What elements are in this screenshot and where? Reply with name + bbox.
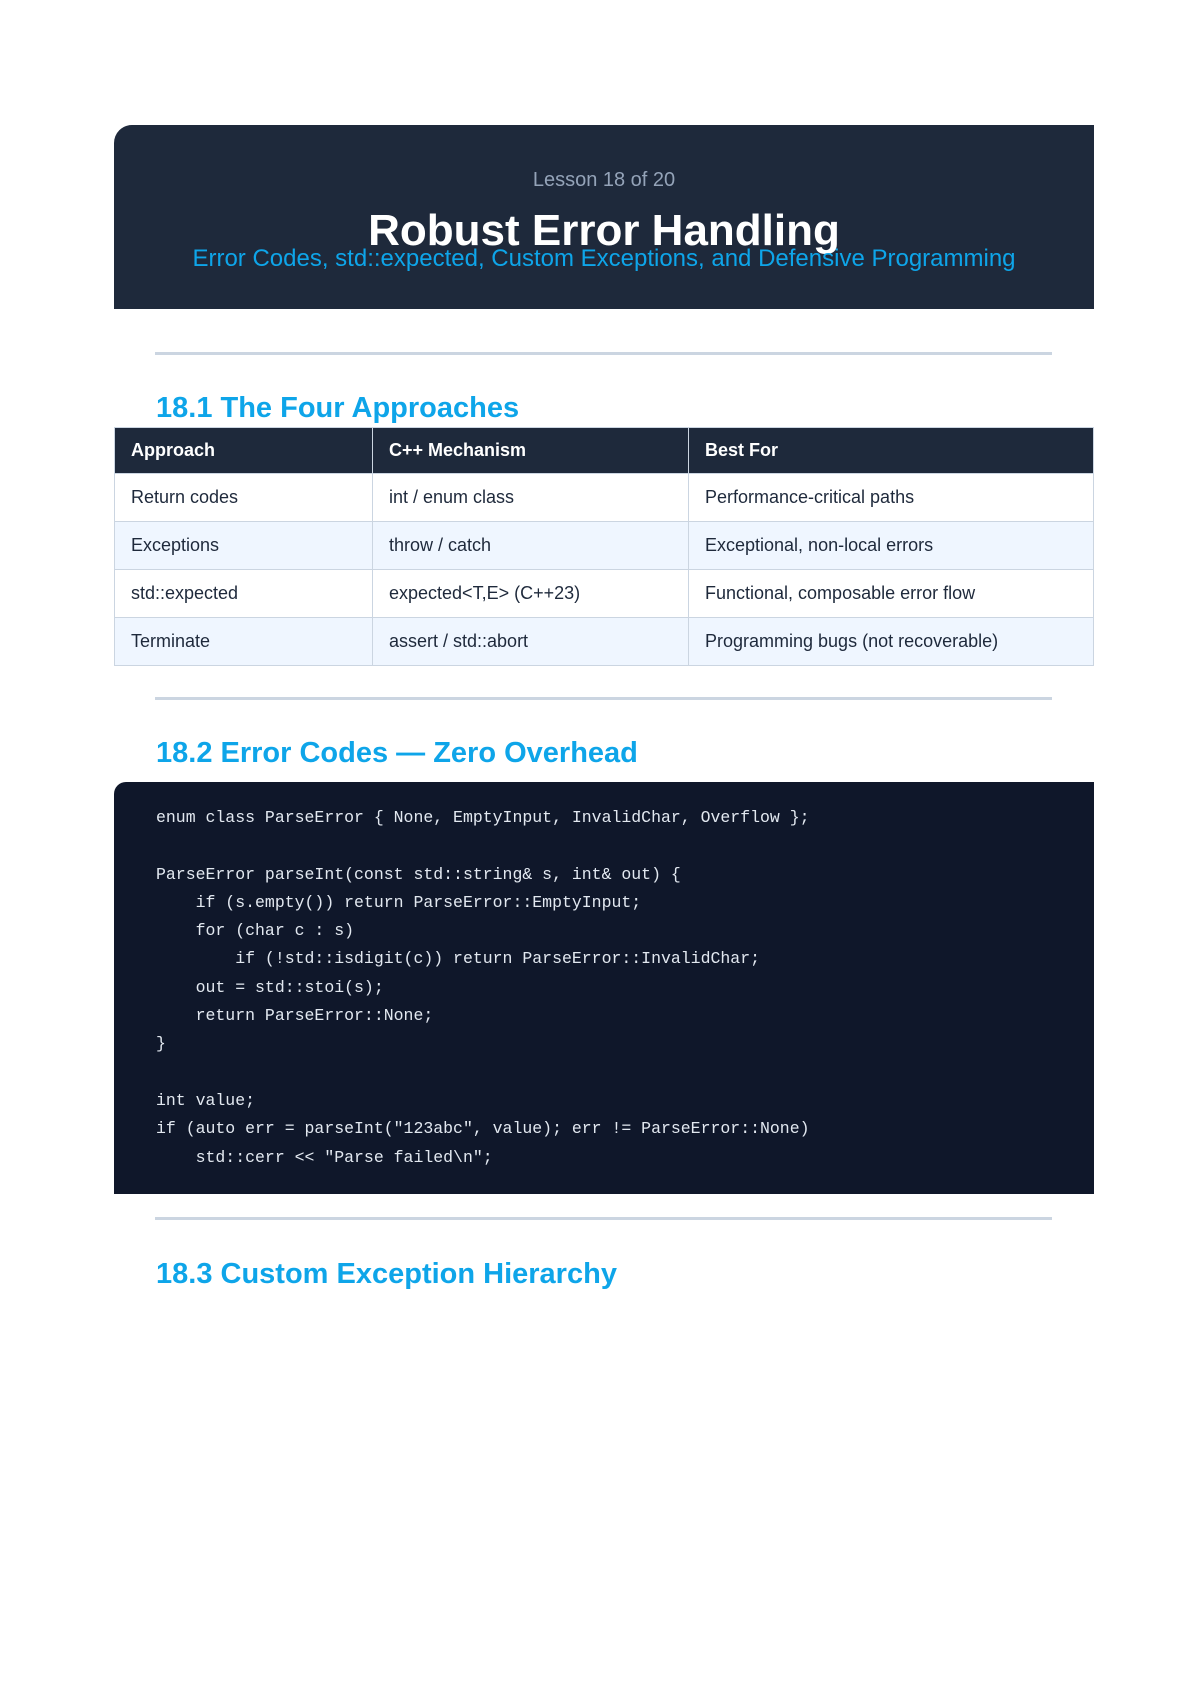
table-row [115, 474, 1094, 522]
page-subtitle: Error Codes, std::expected, Custom Exceptions, and Defensive Programming [192, 245, 1016, 272]
table-row [115, 522, 1094, 570]
section-divider [155, 352, 1052, 355]
code-block [114, 782, 1094, 1194]
table-cell: Return codes [115, 474, 373, 522]
table-header-cell: C++ Mechanism [373, 428, 689, 474]
table-header-cell: Approach [115, 428, 373, 474]
table-cell: Exceptional, non-local errors [689, 522, 1094, 570]
table-row [115, 618, 1094, 666]
table-cell: Functional, composable error flow [689, 570, 1094, 618]
table-cell: std::expected [115, 570, 373, 618]
table-cell: assert / std::abort [373, 618, 689, 666]
section-heading: 18.2 Error Codes — Zero Overhead [156, 737, 638, 769]
table-cell: throw / catch [373, 522, 689, 570]
table-cell: Programming bugs (not recoverable) [689, 618, 1094, 666]
approaches-table [114, 427, 1094, 666]
table-header-cell: Best For [689, 428, 1094, 474]
table-cell: Exceptions [115, 522, 373, 570]
page-title: Robust Error Handling [368, 206, 840, 255]
section-heading: 18.3 Custom Exception Hierarchy [156, 1258, 617, 1290]
section-divider [155, 697, 1052, 700]
table-cell: int / enum class [373, 474, 689, 522]
table-cell: Terminate [115, 618, 373, 666]
table-cell: Performance-critical paths [689, 474, 1094, 522]
lesson-number: Lesson 18 of 20 [532, 169, 676, 191]
lesson-header [114, 125, 1094, 309]
table-cell: expected<T,E> (C++23) [373, 570, 689, 618]
code-snippet: enum class ParseError { None, EmptyInput, InvalidChar, Overflow }; ParseError parseInt(const std::string& s, int& out) { if (s.empty()) return ParseError::EmptyInput; for (char c : s) if (!std::isdigit(c)) return ParseError::InvalidChar; out = std::stoi(s); return ParseError::None; } int value; if (auto err = parseInt("123abc", value); err != ParseError::None) std::cerr << "Parse failed\n"; [156, 808, 810, 1167]
section-divider [155, 1217, 1052, 1220]
table-header-row [115, 428, 1094, 474]
table-row [115, 570, 1094, 618]
section-heading: 18.1 The Four Approaches [156, 392, 520, 424]
